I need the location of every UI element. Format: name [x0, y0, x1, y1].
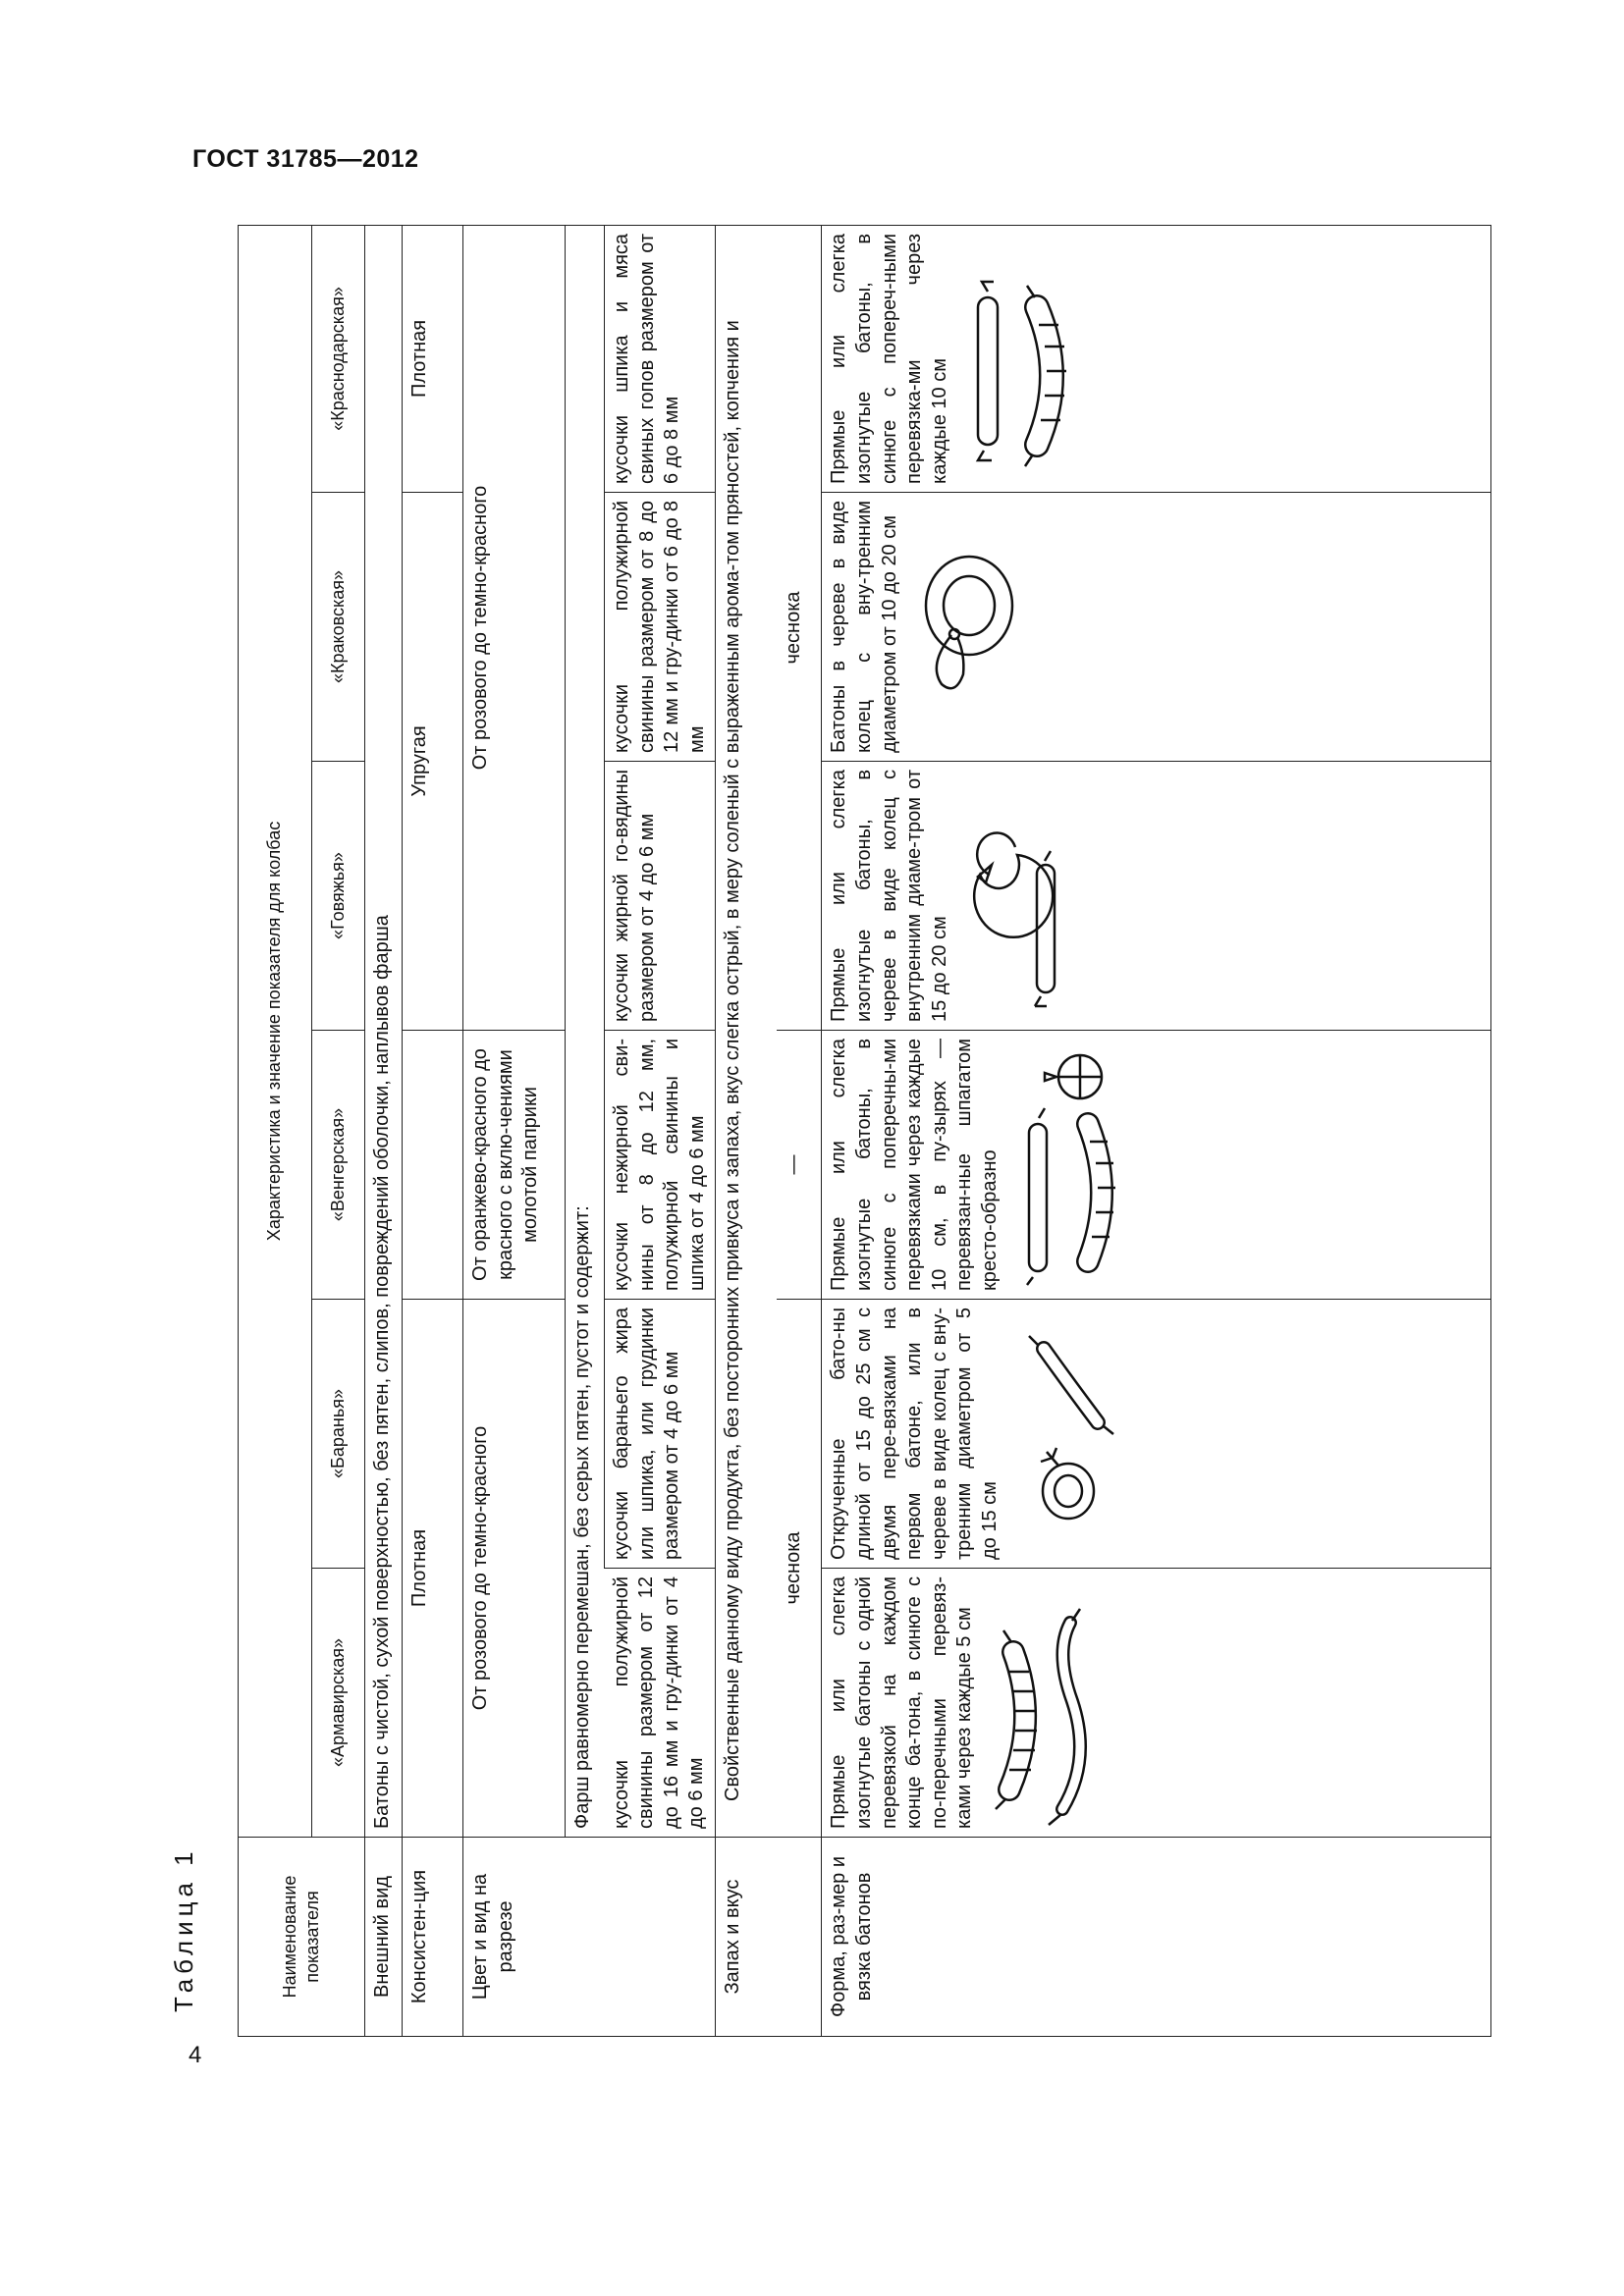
shape-govyazhya-cell — [822, 762, 1491, 1031]
krasnodarskaya-sausage-icon — [958, 233, 1076, 484]
shape-krakovskaya: Батоны в череве в виде колец с вну-тренним диаметром от 10 до 20 см — [828, 501, 900, 753]
row-stuffing — [566, 225, 605, 2036]
label-smell: Запах и вкус — [716, 1838, 822, 2037]
smell-garlic-1: чеснока — [777, 1300, 822, 1838]
smell-text: Свойственные данному виду продукта, без посторонних привкуса и запаха, вкус слегка острый, в меру соленый с выраженным арома-том пряностей, копчения и — [716, 225, 777, 1837]
consistency-dense-2: Плотная — [403, 225, 463, 492]
column-vengerskaya: «Венгерская» — [312, 1031, 365, 1300]
label-shape: Форма, раз-мер и вязка батонов — [822, 1838, 1491, 2037]
shape-krasnodarskaya: Прямые или слегка изогнутые батоны, в синюге с попереч-ными перевязка-ми через каждые 10 см — [828, 233, 950, 484]
pieces-govyazhya: кусочки жирной го-вядины размером от 4 до 6 мм — [605, 762, 716, 1031]
baranya-sausage-icon — [1009, 1308, 1127, 1560]
table-caption: Таблица 1 — [169, 1846, 198, 2012]
krakovskaya-sausage-icon — [908, 502, 1026, 753]
group-header: Характеристика и значение показателя для колбас — [239, 225, 312, 1837]
indicator-name-header: Наименование показателя — [239, 1838, 365, 2037]
shape-krakovskaya-cell — [822, 493, 1491, 762]
pieces-vengerskaya: кусочки нежирной сви-нины от 8 до 12 мм, полужирной свинины и шпика от 4 до 6 мм — [605, 1031, 716, 1300]
stuffing-text: Фарш равномерно перемешан, без серых пятен, пустот и содержит: — [566, 225, 605, 1837]
label-color: Цвет и вид на разрезе — [463, 1838, 716, 2037]
pieces-krasnodarskaya: кусочки шпика и мяса свиных гопов размером от 6 до 8 мм — [605, 225, 716, 492]
row-smell-garlic — [777, 225, 822, 2036]
label-consistency: Консистен-ция — [403, 1838, 463, 2037]
column-govyazhya: «Говяжья» — [312, 762, 365, 1031]
shape-baranya-cell — [822, 1300, 1491, 1569]
govyazhya-sausage-icon — [958, 771, 1076, 1022]
sausage-indicators-table — [238, 225, 1491, 2037]
appearance-value: Батоны с чистой, сухой поверхностью, без пятен, слипов, повреждений оболочки, наплывов фарша — [365, 225, 403, 1837]
document-header: ГОСТ 31785—2012 — [192, 145, 419, 173]
row-appearance — [365, 225, 403, 2036]
shape-armavirskaya-cell — [822, 1569, 1491, 1838]
pieces-armavirskaya: кусочки полужирной свинины размером от 12 до 16 мм и гру-динки от 4 до 6 мм — [605, 1569, 716, 1838]
column-baranya: «Баранья» — [312, 1300, 365, 1569]
column-armavirskaya: «Армавирская» — [312, 1569, 365, 1838]
shape-krasnodarskaya-cell — [822, 225, 1491, 492]
page-number: 4 — [189, 2042, 202, 2068]
label-appearance: Внешний вид — [365, 1838, 403, 2037]
smell-garlic-2: чеснока — [777, 225, 822, 1030]
shape-govyazhya: Прямые или слегка изогнутые батоны, в череве в виде колец с внутренним диаме-тром от 15 до 20 см — [828, 770, 950, 1022]
consistency-empty — [403, 1031, 463, 1300]
shape-baranya: Открученные бато-ны длиной от 15 до 25 см с двумя пере-вязками на первом батоне, или в череве в виде колец с вну-тренним диаметром от 5 до 15 см — [828, 1308, 1001, 1560]
column-krakovskaya: «Краковская» — [312, 493, 365, 762]
row-smell-text — [716, 225, 777, 2036]
row-color — [463, 225, 566, 2036]
row-pieces — [605, 225, 716, 2036]
shape-vengerskaya: Прямые или слегка изогнутые батоны, в синюге с поперечны-ми перевязками через каждые 10 см, в пу-зырях — перевязан-ные шпагатом кресто-образно — [828, 1039, 1001, 1291]
consistency-dense-1: Плотная — [403, 1300, 463, 1838]
pieces-baranya: кусочки бараньего жира или шпика, или грудинки размером от 4 до 6 мм — [605, 1300, 716, 1569]
color-pink-2: От розового до темно-красного — [463, 225, 566, 1030]
color-hungarian: От оранжево-красного до красного с вклю-чениями молотой паприки — [463, 1031, 566, 1300]
smell-dash: — — [777, 1031, 822, 1300]
columns-row — [312, 225, 365, 2036]
consistency-elastic: Упругая — [403, 493, 463, 1031]
table-header-row — [239, 225, 312, 2036]
row-consistency — [403, 225, 463, 2036]
shape-vengerskaya-cell — [822, 1031, 1491, 1300]
column-krasnodarskaya: «Краснодарская» — [312, 225, 365, 492]
shape-armavirskaya: Прямые или слегка изогнутые батоны с одной перевязкой на каждом конце ба-тона, в синюге с по-перечными перевяз-ками через каждые 5 см — [828, 1576, 976, 1829]
armavirskaya-sausage-icon — [984, 1577, 1102, 1829]
rotated-table-container — [238, 226, 1491, 2037]
color-pink-1: От розового до темно-красного — [463, 1300, 566, 1838]
vengerskaya-sausage-icon — [1009, 1040, 1127, 1291]
pieces-krakovskaya: кусочки полужирной свинины размером от 8 до 12 мм и гру-динки от 6 до 8 мм — [605, 493, 716, 762]
row-shape — [822, 225, 1491, 2036]
